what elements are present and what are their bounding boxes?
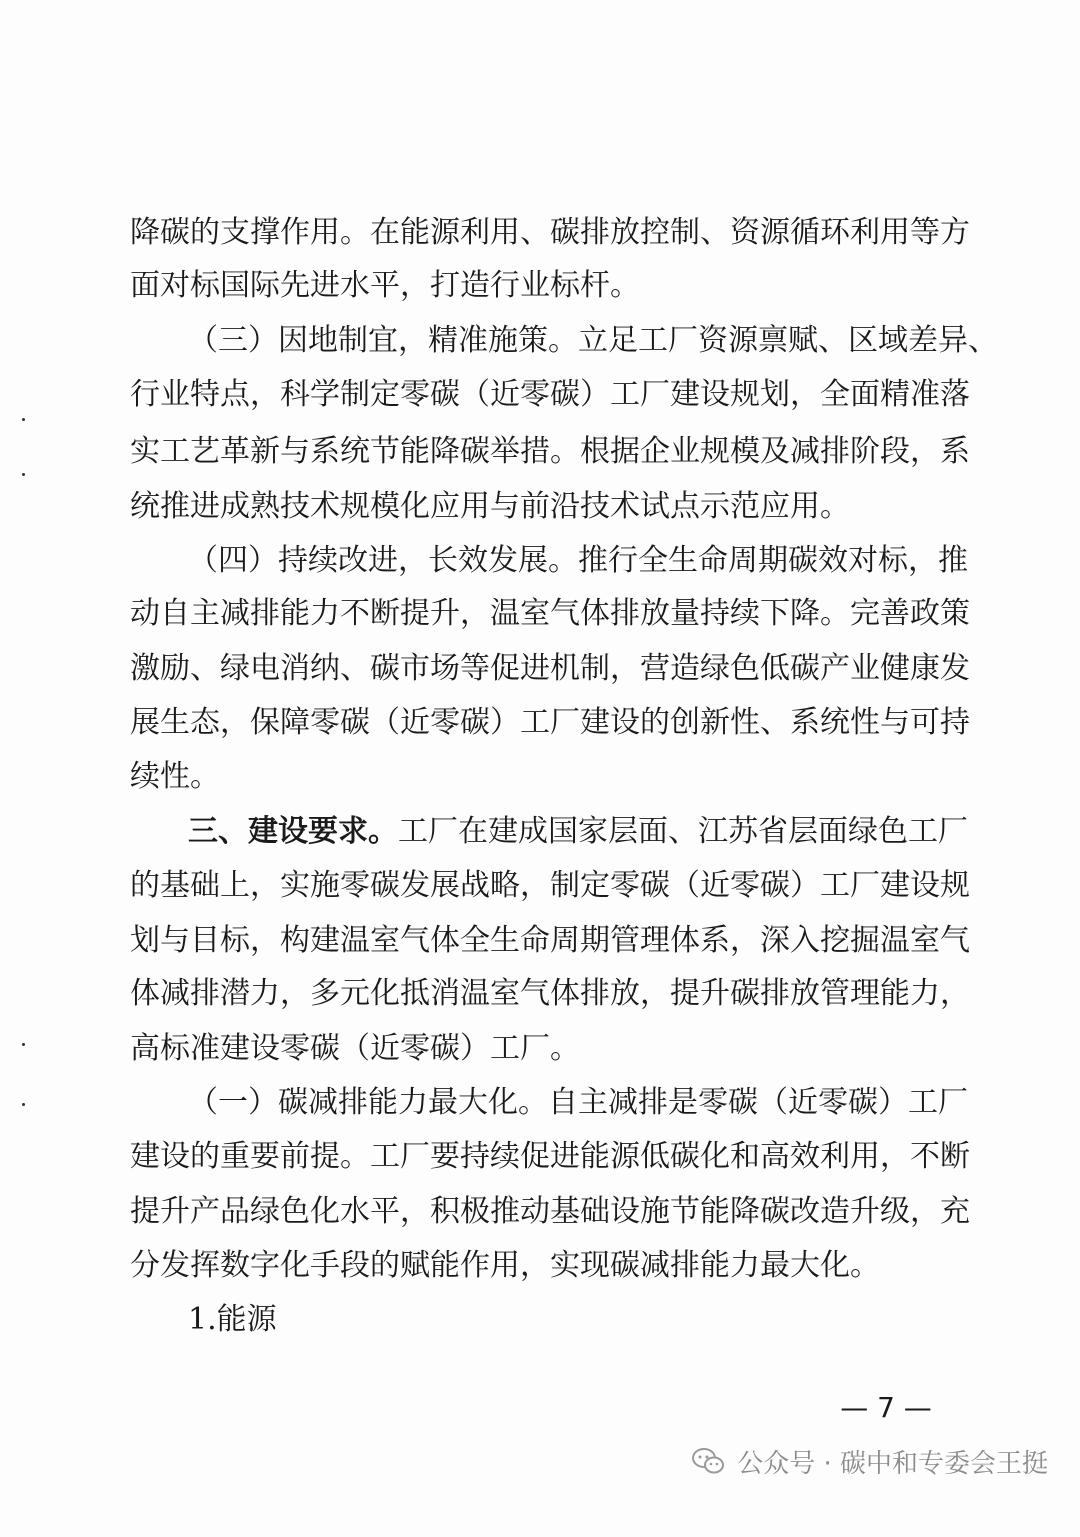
watermark — [691, 1438, 1048, 1484]
text-line: （ 三 ） 因 地 制 宜 ， 精 准 施 策 。 立 足 工 厂 资 源 禀 赋 、 区 域 差 异 、 — [188, 323, 998, 358]
text-line: 高标准建设零碳（近零碳）工厂。 — [130, 1031, 580, 1066]
text-line: （ 一 ） 碳 减 排 能 力 最 大 化 。 自 主 减 排 是 零 碳 （ 近 零 碳 ） 工 厂 — [188, 1085, 968, 1120]
text-line: 降 碳 的 支 撑 作 用 。 在 能 源 利 用 、 碳 排 放 控 制 、 资 源 循 环 利 用 等 方 — [130, 215, 970, 250]
margin-mark — [22, 1103, 25, 1106]
text-line: 行 业 特 点 ， 科 学 制 定 零 碳 （ 近 零 碳 ） 工 厂 建 设 规 划 ， 全 面 精 准 落 — [130, 377, 970, 412]
text-line: 统推进成熟技术规模化应用与前沿技术试点示范应用。 — [130, 489, 850, 524]
text-line: 面对标国际先进水平，打造行业标杆。 — [130, 268, 640, 303]
section-heading-line — [188, 808, 968, 856]
section-heading: 三、建设要求。 — [188, 814, 398, 849]
text-line: 工 厂 在 建 成 国 家 层 面 、 江 苏 省 层 面 绿 色 工 厂 — [398, 814, 968, 849]
text-line: 激 励 、 绿 电 消 纳 、 碳 市 场 等 促 进 机 制 ， 营 造 绿 色 低 碳 产 业 健 康 发 — [130, 651, 970, 686]
wechat-icon — [691, 1447, 725, 1475]
text-line: 展 生 态 ， 保 障 零 碳 （ 近 零 碳 ） 工 厂 建 设 的 创 新 性 、 系 统 性 与 可 持 — [130, 705, 970, 740]
text-line: 续性。 — [130, 759, 220, 794]
text-line: 实 工 艺 革 新 与 系 统 节 能 降 碳 举 措 。 根 据 企 业 规 模 及 减 排 阶 段 ， 系 — [130, 434, 970, 469]
text-line: 1.能源 — [188, 1302, 277, 1337]
text-line: 建 设 的 重 要 前 提 。 工 厂 要 持 续 促 进 能 源 低 碳 化 和 高 效 利 用 ， 不 断 — [130, 1139, 970, 1174]
text-line: 提 升 产 品 绿 色 化 水 平 ， 积 极 推 动 基 础 设 施 节 能 降 碳 改 造 升 级 ， 充 — [130, 1194, 970, 1229]
text-line: 的 基 础 上 ， 实 施 零 碳 发 展 战 略 ， 制 定 零 碳 （ 近 零 碳 ） 工 厂 建 设 规 — [130, 868, 970, 903]
margin-mark — [22, 418, 25, 421]
text-line: 动 自 主 减 排 能 力 不 断 提 升 ， 温 室 气 体 排 放 量 持 续 下 降 。 完 善 政 策 — [130, 596, 970, 631]
text-line: 划 与 目 标 ， 构 建 温 室 气 体 全 生 命 周 期 管 理 体 系 ， 深 入 挖 掘 温 室 气 — [130, 923, 970, 958]
watermark-text: 公众号 · 碳中和专委会王挺 — [737, 1448, 1048, 1479]
text-line: （ 四 ） 持 续 改 进 ， 长 效 发 展 。 推 行 全 生 命 周 期 碳 效 对 标 ， 推 — [188, 543, 968, 578]
text-line: 体 减 排 潜 力 ， 多 元 化 抵 消 温 室 气 体 排 放 ， 提 升 碳 排 放 管 理 能 力 ， — [130, 976, 970, 1011]
text-line: 分发挥数字化手段的赋能作用，实现碳减排能力最大化。 — [130, 1248, 880, 1283]
margin-mark — [22, 1043, 25, 1046]
page-number: — 7 — — [840, 1391, 932, 1424]
margin-mark — [22, 473, 25, 476]
